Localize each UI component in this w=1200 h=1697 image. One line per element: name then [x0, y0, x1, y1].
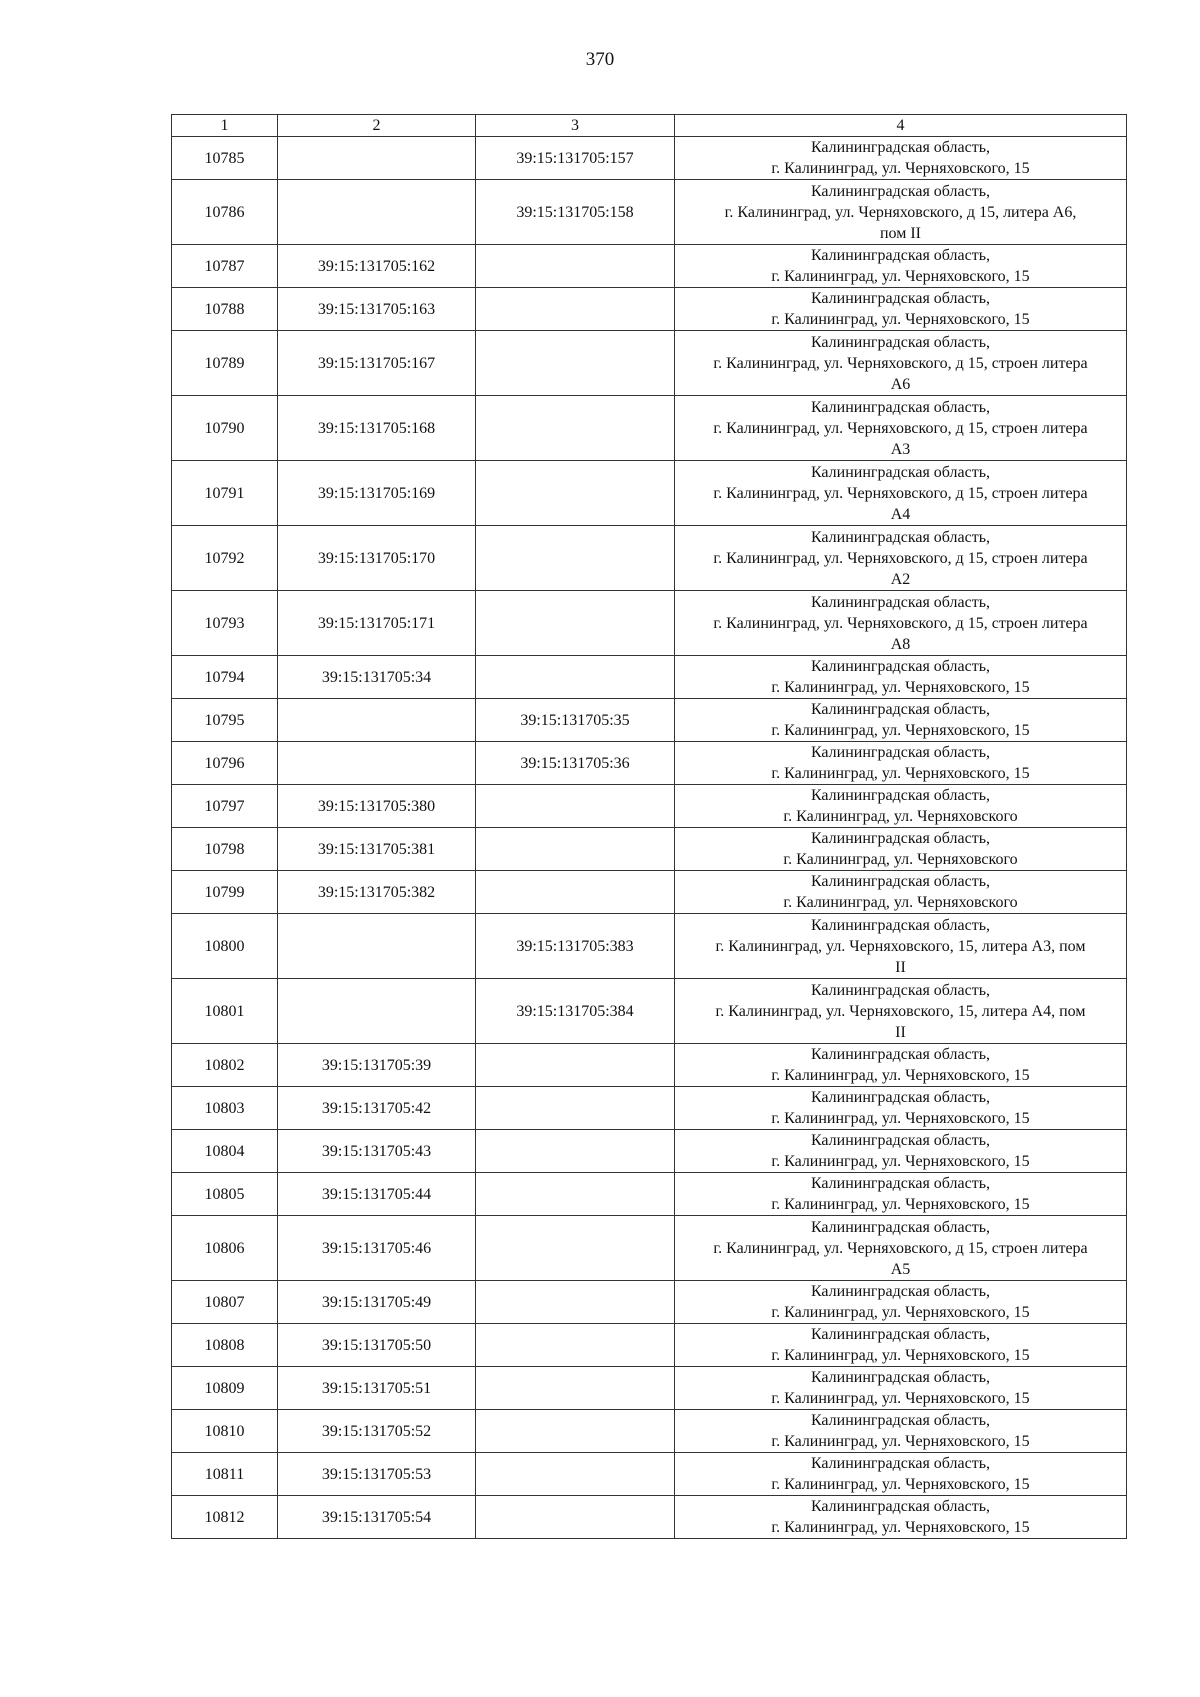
row-number-cell: 10792 [172, 526, 278, 591]
row-number-cell: 10794 [172, 656, 278, 699]
address-cell [675, 656, 1127, 699]
address-cell [675, 288, 1127, 331]
address-cell [675, 1130, 1127, 1173]
table-row [172, 1281, 1127, 1324]
address-line: г. Калининград, ул. Черняховского, д 15, строен литера [713, 419, 1088, 437]
address-line: Калининградская область, [810, 744, 991, 761]
row-number-cell: 10795 [172, 699, 278, 742]
table-row [172, 245, 1127, 288]
col2-cell [278, 137, 476, 180]
col2-cell [278, 699, 476, 742]
address-line: Калининградская область, [810, 463, 991, 481]
address-cell [675, 871, 1127, 914]
address-line: А3 [890, 440, 911, 458]
header-cell-2: 2 [278, 115, 476, 137]
header-row [172, 115, 1127, 137]
row-number-cell: 10788 [172, 288, 278, 331]
address-line: г. Калининград, ул. Черняховского, 15 [771, 1433, 1030, 1450]
address-line: А2 [890, 570, 911, 588]
col3-cell [476, 288, 675, 331]
row-number-cell: 10811 [172, 1453, 278, 1496]
table-row [172, 526, 1127, 591]
row-number-cell: 10798 [172, 828, 278, 871]
col3-cell: 39:15:131705:384 [476, 979, 675, 1044]
address-line: А4 [890, 505, 911, 523]
table-row [172, 1130, 1127, 1173]
col3-cell: 39:15:131705:157 [476, 137, 675, 180]
col3-cell [476, 1216, 675, 1281]
table-row [172, 137, 1127, 180]
address-line: Калининградская область, [810, 290, 991, 307]
address-line: г. Калининград, ул. Черняховского, 15 [771, 1110, 1030, 1127]
address-line: II [895, 958, 906, 976]
address-line: г. Калининград, ул. Черняховского, д 15, строен литера [713, 549, 1088, 567]
address-line: г. Калининград, ул. Черняховского, 15 [771, 1304, 1030, 1321]
col2-cell: 39:15:131705:42 [278, 1087, 476, 1130]
col2-cell: 39:15:131705:382 [278, 871, 476, 914]
table-row [172, 288, 1127, 331]
col3-cell [476, 828, 675, 871]
address-line: II [895, 1023, 906, 1041]
col3-cell [476, 331, 675, 396]
col2-cell: 39:15:131705:170 [278, 526, 476, 591]
address-cell [675, 1281, 1127, 1324]
address-line: пом II [879, 224, 922, 242]
table-row [172, 1173, 1127, 1216]
col3-cell [476, 245, 675, 288]
table-row [172, 461, 1127, 526]
address-line: г. Калининград, ул. Черняховского, 15 [771, 765, 1030, 782]
col3-cell [476, 396, 675, 461]
address-line: Калининградская область, [810, 333, 991, 351]
address-cell [675, 180, 1127, 245]
address-line: г. Калининград, ул. Черняховского [783, 851, 1018, 868]
col3-cell: 39:15:131705:36 [476, 742, 675, 785]
col3-cell [476, 461, 675, 526]
address-cell [675, 1173, 1127, 1216]
address-line: Калининградская область, [810, 247, 991, 264]
col2-cell: 39:15:131705:49 [278, 1281, 476, 1324]
address-cell [675, 245, 1127, 288]
col2-cell [278, 914, 476, 979]
address-line: Калининградская область, [810, 528, 991, 546]
row-number-cell: 10800 [172, 914, 278, 979]
table-row [172, 871, 1127, 914]
table-row [172, 742, 1127, 785]
col2-cell: 39:15:131705:51 [278, 1367, 476, 1410]
row-number-cell: 10812 [172, 1496, 278, 1539]
row-number-cell: 10807 [172, 1281, 278, 1324]
row-number-cell: 10805 [172, 1173, 278, 1216]
address-line: г. Калининград, ул. Черняховского, 15 [771, 722, 1030, 739]
address-line: Калининградская область, [810, 398, 991, 416]
row-number-cell: 10785 [172, 137, 278, 180]
table-row [172, 1410, 1127, 1453]
address-cell [675, 1410, 1127, 1453]
address-cell [675, 1324, 1127, 1367]
table-row [172, 1496, 1127, 1539]
col2-cell: 39:15:131705:171 [278, 591, 476, 656]
row-number-cell: 10803 [172, 1087, 278, 1130]
col2-cell [278, 742, 476, 785]
col3-cell: 39:15:131705:35 [476, 699, 675, 742]
table-row [172, 914, 1127, 979]
address-line: Калининградская область, [810, 1089, 991, 1106]
col2-cell: 39:15:131705:46 [278, 1216, 476, 1281]
row-number-cell: 10804 [172, 1130, 278, 1173]
col3-cell [476, 1281, 675, 1324]
address-line: Калининградская область, [810, 1326, 991, 1343]
address-line: г. Калининград, ул. Черняховского, 15 [771, 268, 1030, 285]
address-line: Калининградская область, [810, 981, 991, 999]
address-cell [675, 914, 1127, 979]
col2-cell: 39:15:131705:167 [278, 331, 476, 396]
address-line: г. Калининград, ул. Черняховского, 15, литера А4, пом [715, 1002, 1086, 1020]
address-line: г. Калининград, ул. Черняховского, д 15, строен литера [713, 354, 1088, 372]
address-line: Калининградская область, [810, 1369, 991, 1386]
address-line: А6 [890, 375, 911, 393]
address-line: г. Калининград, ул. Черняховского, 15 [771, 1476, 1030, 1493]
address-cell [675, 461, 1127, 526]
address-line: Калининградская область, [810, 1175, 991, 1192]
col3-cell [476, 1087, 675, 1130]
address-cell [675, 137, 1127, 180]
address-line: Калининградская область, [810, 701, 991, 718]
header-cell-4: 4 [675, 115, 1127, 137]
table-row [172, 979, 1127, 1044]
col2-cell: 39:15:131705:53 [278, 1453, 476, 1496]
page-number: 370 [585, 49, 615, 70]
col3-cell [476, 656, 675, 699]
col2-cell: 39:15:131705:44 [278, 1173, 476, 1216]
address-cell [675, 526, 1127, 591]
table-row [172, 828, 1127, 871]
col3-cell [476, 1130, 675, 1173]
table-row [172, 1044, 1127, 1087]
table-row [172, 331, 1127, 396]
col2-cell: 39:15:131705:54 [278, 1496, 476, 1539]
address-line: г. Калининград, ул. Черняховского, д 15, строен литера [713, 1239, 1088, 1257]
col3-cell [476, 1410, 675, 1453]
address-cell [675, 396, 1127, 461]
col2-cell [278, 180, 476, 245]
col3-cell [476, 591, 675, 656]
col3-cell [476, 526, 675, 591]
address-line: Калининградская область, [810, 658, 991, 675]
address-cell [675, 785, 1127, 828]
row-number-cell: 10789 [172, 331, 278, 396]
address-cell [675, 1216, 1127, 1281]
address-cell [675, 742, 1127, 785]
col3-cell [476, 1044, 675, 1087]
address-line: г. Калининград, ул. Черняховского, 15 [771, 679, 1030, 696]
header-cell-3: 3 [476, 115, 675, 137]
row-number-cell: 10786 [172, 180, 278, 245]
col2-cell: 39:15:131705:52 [278, 1410, 476, 1453]
address-line: г. Калининград, ул. Черняховского, 15 [771, 311, 1030, 328]
address-line: Калининградская область, [810, 916, 991, 934]
table-row [172, 180, 1127, 245]
address-line: А8 [890, 635, 911, 653]
address-line: г. Калининград, ул. Черняховского [783, 808, 1018, 825]
address-line: г. Калининград, ул. Черняховского, 15 [771, 1347, 1030, 1364]
address-line: Калининградская область, [810, 1283, 991, 1300]
address-line: г. Калининград, ул. Черняховского, 15 [771, 1519, 1030, 1536]
address-line: г. Калининград, ул. Черняховского, 15, литера А3, пом [715, 937, 1086, 955]
address-line: Калининградская область, [810, 787, 991, 804]
address-line: Калининградская область, [810, 830, 991, 847]
col2-cell: 39:15:131705:381 [278, 828, 476, 871]
address-line: Калининградская область, [810, 1455, 991, 1472]
col3-cell [476, 1453, 675, 1496]
col3-cell [476, 1324, 675, 1367]
col2-cell: 39:15:131705:34 [278, 656, 476, 699]
col2-cell: 39:15:131705:43 [278, 1130, 476, 1173]
table-body [172, 137, 1127, 1539]
registry-table [171, 114, 1127, 1539]
row-number-cell: 10797 [172, 785, 278, 828]
address-line: А5 [890, 1260, 911, 1278]
row-number-cell: 10793 [172, 591, 278, 656]
address-cell [675, 1496, 1127, 1539]
address-line: г. Калининград, ул. Черняховского, 15 [771, 1196, 1030, 1213]
address-line: г. Калининград, ул. Черняховского, д 15, строен литера [713, 614, 1088, 632]
col2-cell: 39:15:131705:169 [278, 461, 476, 526]
col3-cell [476, 1496, 675, 1539]
col2-cell: 39:15:131705:380 [278, 785, 476, 828]
address-line: Калининградская область, [810, 139, 991, 156]
address-line: Калининградская область, [810, 593, 991, 611]
col2-cell: 39:15:131705:162 [278, 245, 476, 288]
table-row [172, 1216, 1127, 1281]
address-line: Калининградская область, [810, 873, 991, 890]
address-cell [675, 1367, 1127, 1410]
col2-cell [278, 979, 476, 1044]
address-line: Калининградская область, [810, 1046, 991, 1063]
table-row [172, 785, 1127, 828]
row-number-cell: 10799 [172, 871, 278, 914]
address-cell [675, 828, 1127, 871]
table-row [172, 699, 1127, 742]
col3-cell [476, 785, 675, 828]
col2-cell: 39:15:131705:168 [278, 396, 476, 461]
address-line: Калининградская область, [810, 1498, 991, 1515]
table-row [172, 656, 1127, 699]
header-cell-1: 1 [172, 115, 278, 137]
col3-cell [476, 871, 675, 914]
col3-cell: 39:15:131705:158 [476, 180, 675, 245]
row-number-cell: 10791 [172, 461, 278, 526]
row-number-cell: 10806 [172, 1216, 278, 1281]
table-row [172, 1324, 1127, 1367]
address-cell [675, 1044, 1127, 1087]
row-number-cell: 10787 [172, 245, 278, 288]
address-cell [675, 1453, 1127, 1496]
row-number-cell: 10790 [172, 396, 278, 461]
col2-cell: 39:15:131705:39 [278, 1044, 476, 1087]
address-line: г. Калининград, ул. Черняховского, 15 [771, 1067, 1030, 1084]
address-cell [675, 591, 1127, 656]
address-line: Калининградская область, [810, 1218, 991, 1236]
address-line: Калининградская область, [810, 182, 991, 200]
address-line: г. Калининград, ул. Черняховского, д 15, литера А6, [724, 203, 1077, 221]
address-line: г. Калининград, ул. Черняховского, 15 [771, 160, 1030, 177]
col2-cell: 39:15:131705:50 [278, 1324, 476, 1367]
address-line: Калининградская область, [810, 1132, 991, 1149]
address-line: г. Калининград, ул. Черняховского, 15 [771, 1153, 1030, 1170]
address-cell [675, 331, 1127, 396]
col3-cell [476, 1367, 675, 1410]
row-number-cell: 10809 [172, 1367, 278, 1410]
address-cell [675, 979, 1127, 1044]
address-line: г. Калининград, ул. Черняховского, д 15, строен литера [713, 484, 1088, 502]
table-row [172, 396, 1127, 461]
row-number-cell: 10808 [172, 1324, 278, 1367]
col3-cell [476, 1173, 675, 1216]
table-row [172, 591, 1127, 656]
col2-cell: 39:15:131705:163 [278, 288, 476, 331]
address-cell [675, 1087, 1127, 1130]
row-number-cell: 10801 [172, 979, 278, 1044]
table-row [172, 1453, 1127, 1496]
row-number-cell: 10796 [172, 742, 278, 785]
address-line: г. Калининград, ул. Черняховского, 15 [771, 1390, 1030, 1407]
col3-cell: 39:15:131705:383 [476, 914, 675, 979]
row-number-cell: 10802 [172, 1044, 278, 1087]
table-row [172, 1367, 1127, 1410]
address-line: г. Калининград, ул. Черняховского [783, 894, 1018, 911]
address-line: Калининградская область, [810, 1412, 991, 1429]
row-number-cell: 10810 [172, 1410, 278, 1453]
address-cell [675, 699, 1127, 742]
table-row [172, 1087, 1127, 1130]
